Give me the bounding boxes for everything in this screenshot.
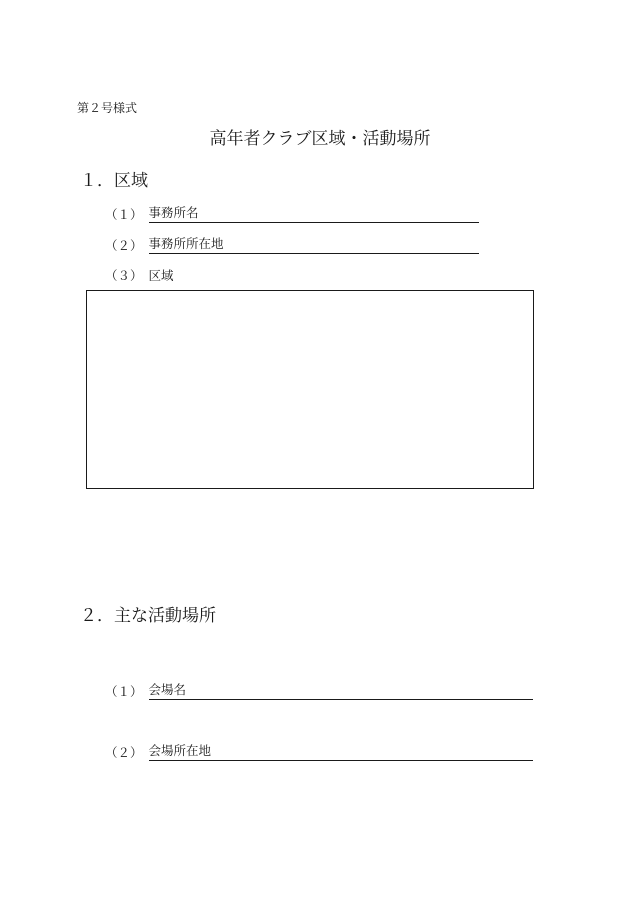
venue-name-label: 会場名 [149,682,533,700]
field-number: （２） [105,238,143,253]
area-input-box[interactable] [86,290,534,489]
section-2-heading: ２．主な活動場所 [80,606,216,626]
field-number: （２） [105,745,143,760]
venue-name-field[interactable] [105,682,533,700]
field-number: （１） [105,207,143,222]
section-1-heading: １．区域 [80,171,148,191]
venue-address-field[interactable] [105,743,533,761]
office-name-field[interactable] [105,205,479,223]
field-number: （３） [105,268,143,283]
area-field-label [105,268,174,284]
area-label: 区域 [148,268,174,283]
form-number: 第２号様式 [77,101,138,115]
venue-address-label: 会場所在地 [149,743,533,761]
office-address-label: 事務所所在地 [149,236,479,254]
field-number: （１） [105,684,143,699]
office-name-label: 事務所名 [149,205,479,223]
office-address-field[interactable] [105,236,479,254]
page-title: 高年者クラブ区域・活動場所 [209,129,431,149]
